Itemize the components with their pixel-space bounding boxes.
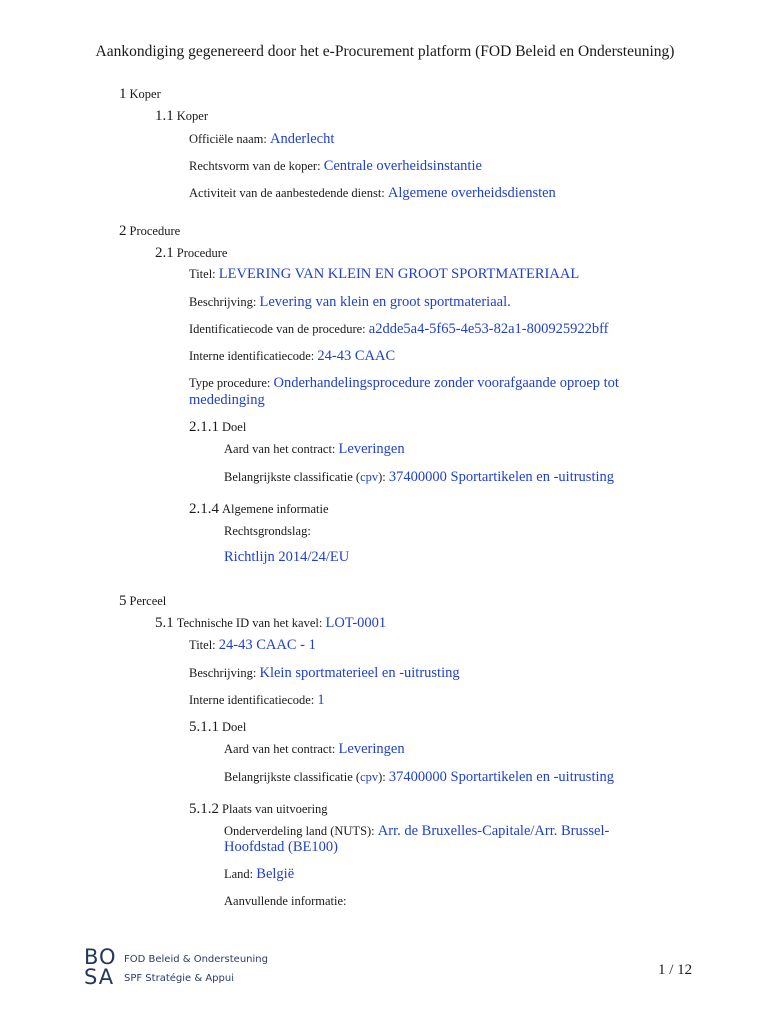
section-1-heading: 1 Koper	[119, 86, 161, 102]
classification-field: Belangrijkste classificatie (cpv): 37400000 Sportartikelen en -uitrusting	[224, 469, 615, 485]
legal-basis-value: Richtlijn 2014/24/EU	[224, 549, 350, 565]
contract-type-field: Aard van het contract: Leveringen	[224, 441, 405, 457]
internal-id-field: Interne identificatiecode: 24-43 CAAC	[189, 348, 396, 364]
country-field: Land: België	[224, 866, 295, 882]
lot-description-field: Beschrijving: Klein sportmaterieel en -uitrusting	[189, 665, 460, 681]
subsection-2-1-heading: 2.1 Procedure	[155, 245, 228, 261]
official-name-value: Anderlecht	[269, 131, 335, 147]
legal-form-field: Rechtsvorm van de koper: Centrale overheidsinstantie	[189, 158, 482, 174]
subsection-5-1-heading: 5.1 Technische ID van het kavel: LOT-0001	[155, 615, 387, 631]
bosa-logo	[80, 945, 270, 995]
subsection-5-1-1-heading: 5.1.1 Doel	[189, 719, 247, 735]
procedure-description-field: Beschrijving: Levering van klein en groot sportmateriaal.	[189, 294, 511, 310]
legal-basis-label: Rechtsgrondslag:	[224, 524, 311, 538]
official-name-field: Officiële naam: Anderlecht	[189, 131, 335, 147]
lot-internal-id-field: Interne identificatiecode: 1	[189, 692, 325, 708]
subsection-1-1-heading: 1.1 Koper	[155, 108, 208, 124]
nuts-field-continued: Hoofdstad (BE100)	[224, 839, 338, 855]
procedure-type-continued: mededinging	[189, 392, 265, 408]
section-5-heading: 5 Perceel	[119, 593, 167, 609]
lot-title-field: Titel: 24-43 CAAC - 1	[189, 637, 316, 653]
org-name-fr: SPF Stratégie & Appui	[124, 973, 234, 984]
procedure-title-field: Titel: LEVERING VAN KLEIN EN GROOT SPORTMATERIAAL	[189, 266, 580, 282]
lot-classification-field: Belangrijkste classificatie (cpv): 37400000 Sportartikelen en -uitrusting	[224, 769, 615, 785]
procedure-id-field: Identificatiecode van de procedure: a2dde5a4-5f65-4e53-82a1-800925922bff	[189, 321, 609, 337]
nuts-field: Onderverdeling land (NUTS): Arr. de Bruxelles-Capitale/Arr. Brussel-	[224, 823, 610, 839]
subsection-2-1-1-heading: 2.1.1 Doel	[189, 419, 247, 435]
activity-field: Activiteit van de aanbestedende dienst: Algemene overheidsdiensten	[189, 185, 556, 201]
additional-info-label: Aanvullende informatie:	[224, 894, 347, 908]
section-2-heading: 2 Procedure	[119, 223, 181, 239]
page-number: 1 / 12	[658, 962, 693, 978]
procedure-type-field: Type procedure: Onderhandelingsprocedure zonder voorafgaande oproep tot	[189, 375, 619, 391]
page-header: Aankondiging gegenereerd door het e-Procurement platform (FOD Beleid en Ondersteuning)	[95, 43, 675, 60]
org-name-nl: FOD Beleid & Ondersteuning	[124, 954, 268, 965]
bosa-logo-mark: BO SA	[84, 945, 117, 989]
lot-contract-type-field: Aard van het contract: Leveringen	[224, 741, 405, 757]
subsection-5-1-2-heading: 5.1.2 Plaats van uitvoering	[189, 801, 328, 817]
subsection-2-1-4-heading: 2.1.4 Algemene informatie	[189, 501, 329, 517]
